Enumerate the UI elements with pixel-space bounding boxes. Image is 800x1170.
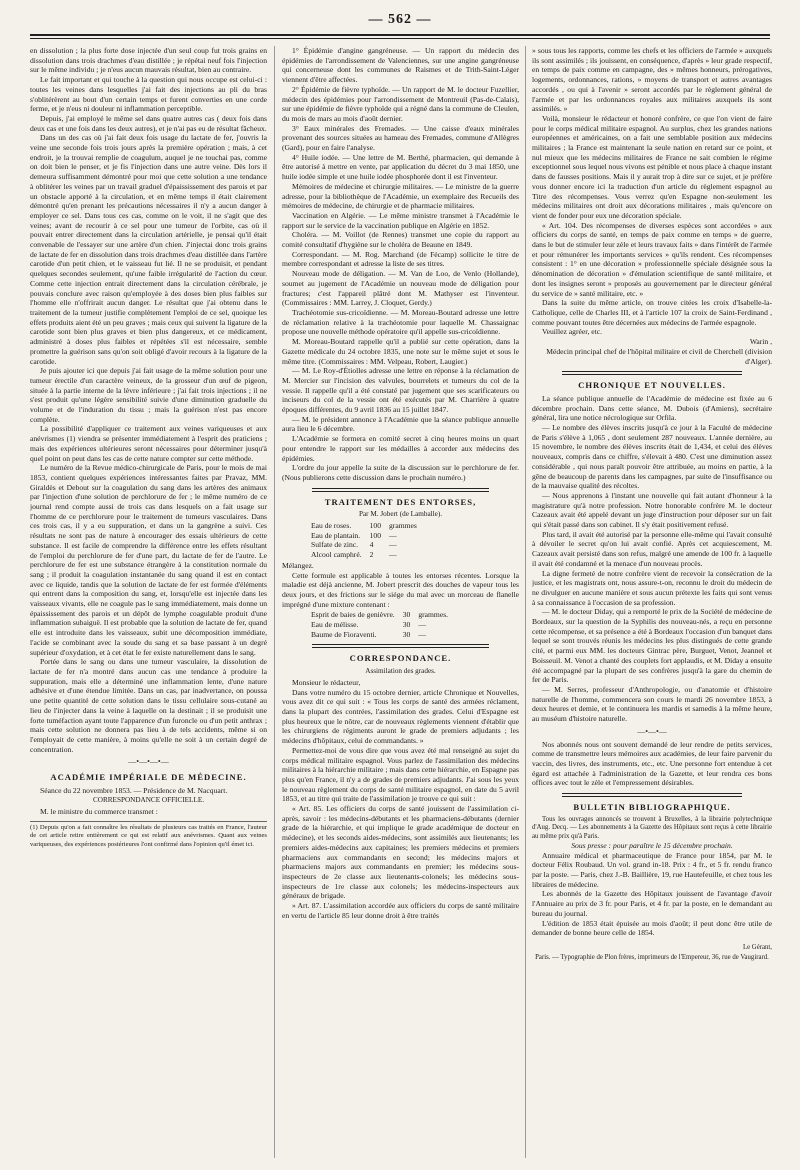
- minister-line: M. le ministre du commerce transmet :: [40, 807, 158, 817]
- paragraph: — Le nombre des élèves inscrits jusqu'à ce jour à la Faculté de médecine de Paris s'élève à 1,065 , dont seulement 287 nouveaux. L'année dernière, au 15 novembre, le nombre des élèves inscrits était de 1,434, et celui des élèves nouveaux, compris dans ce chiffre, s'élevait à 480. C'est une diminution assez considérable , qui nous paraît pouvoir être attribuée, au moins en partie, à la gêne de beaucoup de parents dans les campagnes, par suite de l'insuffisance ou de la mauvaise qualité des récoltes.: [532, 423, 772, 491]
- paragraph: » Art. 87. L'assimilation accordée aux officiers du corps de santé militaire en vertu de l'article 85 leur donne droit à être traités: [282, 901, 519, 920]
- paragraph: Permettez-moi de vous dire que vous avez été mal renseigné au sujet du corps médical militaire espagnol. Vous parlez de l'assimilation des médecins militaires à la hiérarchie militaire ; mais dans cette hiérarchie, en Espagne pas plus qu'en France, il n'y a de grades de premiers adjudants. J'ai sous les yeux le nouveau règlement du corps de santé militaire espagnol, en date du 5 avril 1853, et au titre qui traite de l'assimilation je trouve ce qui suit :: [282, 745, 519, 804]
- paragraph: Le numéro de la Revue médico-chirurgicale de Paris, pour le mois de mai 1853, contient quelques expériences intéressantes faites par Pravaz, MM. Giraldès et Debout sur la coagulation du sang dans les artères des animaux par l'injection d'une solution de perchlorure de fer ; le même numéro de ce journal rend compte aussi de trois cas dans lesquels on a fait usage sur l'homme de ce perchlorure pour le traitement de tumeurs vasculaires. Dans ces trois cas, il y a eu suppuration, et dans un la gangrène a suivi. Ces résultats ne sont pas de nature à encourager des essais ultérieurs de cette substance. Il est facile de comprendre la différence entre les effets résultant de l'emploi du perchlorure de fer d'une part, du lactate de fer de l'autre. Le perchlorure de fer est une substance étrangère à la constitution normale du sang ; il produit la coagulation instantanée du sang quand il est en contact avec ce liquide, tandis que la solution de lactate de fer est formée d'éléments qui entrent dans la composition du sang, et, lorsqu'elle est injectée dans les vaisseaux vivants, elle ne coagule pas le sang immédiatement, mais donne un épaississement des parois et un dépôt de lymphe coagulable produit d'une inflammation subaiguë. Il est probable que la solution de lactate de fer, quand elle est introduite dans les vaisseaux, subit une décomposition immédiate, l'acide se combinant avec la soude du sang et sa base passant à un degré supérieur d'oxydation, et à cet état le fer existe naturellement dans le sang.: [30, 463, 267, 657]
- paragraph: Choléra. — M. Voillot (de Rennes) transmet une copie du rapport au comité consultatif d'hygiène sur le choléra de Beaune en 1849.: [282, 230, 519, 250]
- recipe-qty: 2: [369, 550, 374, 560]
- signature-title: Médecin principal chef de l'hôpital militaire et civil de Cherchell (division d'Alger).: [546, 346, 772, 366]
- paragraph: 2° Épidémie de fièvre typhoïde. — Un rapport de M. le docteur Fuzellier, médecin des épidémies pour l'arrondissement de Montreuil (Pas-de-Calais), sur une épidémie de fièvre typhoïde qui a régné dans la commune de Cleulen, du mois de mars au mois d'août dernier.: [282, 84, 519, 123]
- paragraph: Dans la suite du même article, on trouve citées les croix d'Isabelle-la-Catholique, celle de Charles III, et à l'article 107 la croix de Saint-Ferdinand , comme pouvant toutes être décernées aux médecins de l'armée espagnole.: [532, 298, 772, 327]
- paragraph: L'Académie se formera en comité secret à cinq heures moins un quart pour entendre le rapport sur les médailles à accorder aux médecins des épidémies.: [282, 434, 519, 463]
- melangez: Mélangez.: [282, 560, 314, 570]
- paragraph: Cette formule est applicable à toutes les entorses récentes. Lorsque la maladie est déjà ancienne, M. Jobert prescrit des douches de vapeur tous les deux jours, et des frictions sur le siége du mal avec un morceau de flanelle imprégné d'une mixture contenant :: [282, 570, 519, 609]
- regards: Veuillez agréer, etc.: [542, 327, 602, 337]
- ornament: —•—•—•—: [128, 757, 169, 767]
- paragraph: Mémoires de médecine et chirurgie militaires. — Le ministre de la guerre adresse, pour la bibliothèque de l'Académie, un exemplaire des Recueils des mémoires de médecine, de chirurgie et de pharmacie militaires.: [282, 181, 519, 211]
- section-rule: [312, 644, 489, 648]
- paragraph: — M. Serres, professeur d'Anthropologie, ou d'anatomie et d'histoire naturelle de l'homme, commencera son cours le mardi 26 novembre 1853, à deux heures et demie, et le continuera les mardis et samedis à la même heure, au muséum d'histoire naturelle.: [532, 685, 772, 724]
- column-1: [30, 46, 267, 1160]
- paragraph: « Art. 85. Les officiers du corps de santé jouissent de l'assimilation ci-après, savoir : les médecins-débutants et les pharmaciens-débutants (dernier grade de la hiérarchie, et qui implique le grade académique de docteur en médecine), et les seconds aides-médecins, sont assimilés aux lieutenants; les premiers aides-médecins aux capitaines; les premiers médecins et premiers pharmaciens aux commandants en second; les médecins majors et pharmaciens majors aux commandants en premier; les médecins sous-inspecteurs de 2e classe aux lieutenants-colonels; les médecins sous-inspecteurs de 1re classe aux colonels; les médecins-inspecteurs aux généraux de brigade.: [282, 804, 519, 901]
- recipe-unit: grammes.: [418, 610, 449, 620]
- imprint: Paris. — Typographie de Plon frères, imprimeurs de l'Empereur, 36, rue de Vaugirard.: [535, 953, 769, 961]
- recipe-unit: —: [389, 530, 397, 540]
- paragraph: 3° Eaux minérales des Fremades. — Une caisse d'eaux minérales provenant des sources situées au hameau des Fremades, commune d'Allègres (Gard), pour en faire l'analyse.: [282, 123, 519, 153]
- paragraph: — M. le docteur Diday, qui a remporté le prix de la Société de médecine de Bordeaux, sur la question de la Syphilis des nouveau-nés, a reçu en personne cette récompense, et sa présence a été à Bordeaux l'occasion d'un banquet dans lequel se sont trouvés réunis les médecins les plus distingués de cette grande cité, et parmi eux MM. les docteurs Gintrac père, Burguet, Venot, Jeannel et Boisseuil. M. Venot a chanté des couplets fort applaudis, et M. Diday a ensuite été accompagné par la plupart de ses confrères jusqu'à la gare du chemin de fer de Paris.: [532, 607, 772, 685]
- recipe-unit: grammes: [389, 521, 417, 531]
- recipe-qty: 30: [402, 620, 411, 630]
- recipe-row: [307, 630, 452, 640]
- paragraph: « Art. 104. Des récompenses de diverses espèces sont accordées » aux officiers du corps de santé, en temps de paix comme en temps » de guerre, dans le but de stimuler leur zèle et leurs travaux faits » dans l'intérêt de l'armée et pour rémunérer les importants services » qu'ils rendent. Ces récompenses consistent : 1° en une décoration » professionnelle spéciale désignée sous la dénomination de décoration » d'émulation scientifique de santé militaire, et dont les insignes seront » proposés au gouvernement par le directeur général du service de » santé militaire, etc. »: [532, 220, 772, 298]
- paragraph: Les abonnés de la Gazette des Hôpitaux jouissent de l'avantage d'avoir l'Annuaire au prix de 3 fr. pour Paris, et 4 fr. par la poste, en le demandant au bureau du journal.: [532, 889, 772, 918]
- paragraph: Nos abonnés nous ont souvent demandé de leur rendre de petits services, comme de transmettre leurs mémoires aux académies, de leur faire parvenir du vaccin, des livres, des instruments, etc., etc. Une personne fort entendue à cet égard est attachée à l'administration de la Gazette, et leur rendra ces bons offices avec tout le zèle et l'empressement désirables.: [532, 739, 772, 788]
- paragraph: 1° Épidémie d'angine gangréneuse. — Un rapport du médecin des épidémies de l'arrondissement de Valenciennes, sur une angine gangréneuse qui concerneuse dont les communes de Raismes et de Trith-Saint-Léger viennent d'être affectées.: [282, 46, 519, 85]
- paragraph: en dissolution ; la plus forte dose injectée d'un seul coup fut trois grains en dissolution dans trois drachmes d'eau distillée ; je répétai neuf fois l'injection sur le même individu ; je n'eus aucun mauvais résultat, bien au contraire.: [30, 46, 267, 75]
- recipe-qty: 30: [402, 610, 411, 620]
- paragraph: Depuis, j'ai employé le même sel dans quatre autres cas ( deux fois dans deux cas et une fois dans les deux autres), et je n'ai pas eu de résultat fâcheux.: [30, 113, 267, 133]
- paragraph: L'édition de 1853 était épuisée au mois d'août; il peut donc être utile de demander de bonne heure celle de 1854.: [532, 918, 772, 938]
- column-divider: [525, 46, 526, 1158]
- paragraph: Dans votre numéro du 15 octobre dernier, article Chronique et Nouvelles, vous avez dit ce qui suit : « Tous les corps de santé des armées réclament, dans la plupart des contrées, l'assimilation des grades. Celui d'Espagne est plus heureux que le nôtre, car de nouveaux règlements viennent d'établir que les chirurgiens de régiments auront le grade de premiers adjudants ; les médecins d'hôpitaux, celui de commandants. »: [282, 687, 519, 746]
- recipe-item: Esprit de baies de genièvre.: [311, 610, 395, 620]
- paragraph: Annuaire médical et pharmaceutique de France pour 1854, par M. le docteur Félix Roubaud. Un vol. grand in-18. Prix : 4 fr., et 5 fr. rendu franco par la poste. — Paris, chez J.-B. Baillière, 19, rue Hautefeuille, et chez tous les libraires de médecine.: [532, 850, 772, 889]
- recipe-row: [307, 540, 421, 550]
- recipe-item: Baume de Fioraventi.: [311, 629, 377, 639]
- paragraph: La possibilité d'appliquer ce traitement aux veines variqueuses et aux anévrismes (1) viendra se présenter immédiatement à l'esprit des praticiens ; mais des expériences ultérieures seront nécessaires pour déterminer jusqu'à quel point on peut dans les cas de cette nature compter sur cette méthode.: [30, 424, 267, 463]
- salutation: Monsieur le rédacteur,: [292, 677, 361, 687]
- academy-title: ACADÉMIE IMPÉRIALE DE MÉDECINE.: [50, 772, 247, 783]
- paragraph: — M. Le Roy-d'Étiolles adresse une lettre en réponse à la réclamation de M. Mercier sur l'incision des valvules, bourrelets et tumeurs du col de la vessie. Il rappelle qu'il a été constaté par jugement que ses scarificateurs ou inciseurs du col de la vessie ont été exécutés par M. Charrière à quatre époques différentes, du 9 avril 1836 au 15 juillet 1847.: [282, 366, 519, 415]
- paragraph: L'ordre du jour appelle la suite de la discussion sur le perchlorure de fer. (Nous publierons cette discussion dans le prochain numéro.): [282, 463, 519, 482]
- section-rule: [562, 793, 742, 797]
- recipe-table: [307, 610, 452, 639]
- ornament: —•—•—: [637, 726, 667, 736]
- recipe-item: Sulfate de zinc.: [311, 540, 359, 550]
- entorses-author: Par M. Jobert (de Lamballe).: [358, 510, 443, 519]
- bulletin-note: Tous les ouvrages annoncés se trouvent à Bruxelles, à la librairie polytechnique d'Aug. Decq. — Les abonnements à la Gazette des Hôpitaux sont reçus à cette librairie au même prix qu'à Paris.: [532, 815, 772, 840]
- recipe-item: Eau de mélisse.: [311, 620, 359, 630]
- chronique-title: CHRONIQUE ET NOUVELLES.: [578, 380, 726, 391]
- paragraph: Le fait important et qui touche à la question qui nous occupe est celui-ci : toutes les veines dans lesquelles j'ai fait des injections au pli du bras s'oblitérèrent au bout d'un certain temps et furent converties en une corde ferme, et je n'eus ni douleur ni inflammation perceptible.: [30, 75, 267, 114]
- correspondance-officielle: CORRESPONDANCE OFFICIELLE.: [92, 796, 205, 805]
- recipe-item: Alcool camphré.: [311, 550, 362, 560]
- recipe-qty: 4: [369, 540, 374, 550]
- page-number: — 562 —: [368, 12, 432, 27]
- recipe-row: [307, 610, 452, 620]
- recipe-qty: 100: [369, 521, 381, 531]
- section-rule: [312, 488, 489, 492]
- recipe-unit: —: [418, 620, 426, 630]
- recipe-qty: 30: [402, 629, 411, 639]
- paragraph: M. Moreau-Boutard rappelle qu'il a publié sur cette opération, dans la Gazette médicale du 24 octobre 1835, une note sur le même sujet et sous le même titre. (Commissaires : MM. Velpeau, Robert, Laugier.): [282, 337, 519, 366]
- recipe-row: [307, 620, 452, 630]
- recipe-unit: —: [389, 550, 397, 560]
- paragraph: Correspondant. — M. Rog. Marchand (de Fécamp) sollicite le titre de membre correspondant et adresse la liste de ses titres.: [282, 249, 519, 269]
- footnote: (1) Depuis qu'on a fait connaître les résultats de plusieurs cas traités en France, l'auteur de cet article retire entièrement ce qui est relatif aux anévrismes. Quant aux veines variqueuses, des expériences postérieures l'ont confirmé dans l'opinion qu'il émet ici.: [30, 821, 267, 849]
- correspondance-subtitle: Assimilation des grades.: [365, 667, 436, 676]
- recipe-row: [307, 521, 421, 531]
- recipe-unit: —: [389, 540, 397, 550]
- paragraph: » sous tous les rapports, comme les chefs et les officiers de l'armée » auxquels ils sont assimilés ; ils jouissent, en conséquence, d'après » leur grade respectif, en temps de paix comme en campagne, des » mêmes honneurs, prérogatives, logements, ordonnances, rations, » moyens de transport et autres avantages accordés , ou qui à l'avenir » seront accordés par le règlement général de l'armée et par les ordonnances royales aux militaires auxquels ils sont assimilés. »: [532, 46, 772, 114]
- recipe-item: Eau de plantain.: [311, 530, 361, 540]
- recipe-row: [307, 550, 421, 560]
- column-3: [532, 46, 772, 1160]
- column-2: [282, 46, 519, 1160]
- paragraph: La séance publique annuelle de l'Académie de médecine est fixée au 6 décembre prochain. Dans cette séance, M. Dubois (d'Amiens), secrétaire général, lira une notice nécrologique sur Orfila.: [532, 393, 772, 423]
- bulletin-title: BULLETIN BIBLIOGRAPHIQUE.: [573, 802, 731, 813]
- header-rule-thin: [30, 38, 770, 39]
- entorses-title: TRAITEMENT DES ENTORSES,: [324, 496, 477, 507]
- section-rule: [562, 371, 742, 375]
- paragraph: Vaccination en Algérie. — Le même ministre transmet à l'Académie le rapport sur le service de la vaccination publique en Algérie en 1852.: [282, 210, 519, 230]
- recipe-qty: 100: [369, 530, 381, 540]
- recipe-unit: —: [418, 629, 426, 639]
- paragraph: Plus tard, il avait été autorisé par la personne elle-même qui l'avait consulté à dévoiler le secret qu'on lui avait confié. Après cet acquiescement, M. Cazeaux avait persisté dans son refus, malgré une amende de 100 fr. à laquelle il avait été condamné et la menace d'un nouveau procès.: [532, 529, 772, 568]
- column-divider: [274, 46, 275, 1158]
- recipe-table: [307, 521, 421, 560]
- gerant: Le Gérant,: [742, 943, 772, 951]
- signature-name: Warin ,: [749, 337, 772, 347]
- paragraph: Voilà, monsieur le rédacteur et honoré confrère, ce que l'on vient de faire pour le corps médical militaire espagnol. Au surplus, chez les grandes nations européennes et américaines, on a fait une semblable position aux médecins militaires ; la France est maintenant la seule nation en retard sur ce point, et nul mieux que les médecins militaires de France ne sait combien le régime exceptionnel sous lequel nous vivons est pénible et nous place à chaque instant dans de fausses positions. Mais il y aurait trop à dire sur ce sujet, et je préfère vous donner encore ici la traduction d'un article du règlement espagnol au Titre des récompenses. Vous verrez qu'en Espagne non-seulement les médecins militaires ont droit aux décorations militaires , mais qu'encore on vient de fonder pour eux une décoration spéciale.: [532, 113, 772, 220]
- paragraph: Trachéotomie sus-cricoïdienne. — M. Moreau-Boutard adresse une lettre de réclamation relative à la trachéotomie pour laquelle M. Chassaignac propose une nouvelle méthode opératoire qu'il appelle sus-cricoïdienne.: [282, 307, 519, 337]
- recipe-row: [307, 531, 421, 541]
- paragraph: Portée dans le sang ou dans une tumeur vasculaire, la dissolution de lactate de fer n'a montré dans aucun cas une tendance à produire la suppuration, mais elle a déterminé une inflammation lente, d'une nature adhésive et d'une étendue limitée. Dans un cas, par inadvertance, on poussa une petite quantité de cette solution dans le tissu cellulaire sous-cutané au lieu de l'injecter dans la veine à laquelle on la destinait ; il se produisit une forte tuméfaction ayant toute l'apparence d'un furoncle ou d'un petit anthrax ; mais cette solution ne donnera pas lieu à de tels accidents, même si on l'employait de cette manière, à moins qu'elle ne soit à un certain degré de concentration.: [30, 657, 267, 754]
- paragraph: 4° Huile iodée. — Une lettre de M. Berthé, pharmacien, qui demande à être autorisé à mettre en vente, par application du décret du 3 mai 1850, une huile iodée simple et une huile iodée phosphorée dont il est l'inventeur.: [282, 152, 519, 182]
- paragraph: Dans un des cas où j'ai fait deux fois usage du lactate de fer, j'ouvris la veine une seconde fois trois jours après la première opération ; mais, à cet endroit, je la trouvai remplie de coagulum, auquel je ne touchai pas, comme on doit bien le penser, et je fis l'injection dans une autre veine. Dès lors il demeura suffisamment démontré pour moi que cette solution a une tendance à oblitérer les veines par un travail graduel d'épaississement des parois et par un obstacle apporté à la circulation, et en même temps il était clairement démontré qu'en prenant les précautions nécessaires il n'y a aucun danger à employer ce sel. Dans tous ces cas, comme on le voit, il ne s'agit que des veines; avant de recourir à ce sel pour une tumeur de l'orbite, cas où il pouvait entrer directement dans la circulation artérielle, je pensai qu'il était convenable de l'essayer sur une artère d'un chien. J'injectai donc trois grains de lactate de fer en dissolution dans trois drachmes d'eau distillée dans l'artère carotide d'un petit chien, et le vaisseau fut lié. Il ne se produisit, et pendant quelques secondes seulement, qu'une faible irrégularité de l'action du cœur. Comme cette injection entrait directement dans la circulation cérébrale, je pouvais conclure avec raison qu'employée à des doses bien plus faibles sur l'homme elle n'offrirait aucun danger. Le résultat que j'ai obtenu dans le traitement de la tumeur justifie complètement l'emploi de ce sel, quoique les effets produits aient été un peu graves ; mais ceux qui suivent la ligature de la carotide sont bien plus graves et bien plus dangereux, et ce médicament, administré à doses plus faibles et répétées s'il est nécessaire, semble promettre la guérison sans qu'on soit obligé d'avoir recours à la ligature de la carotide.: [30, 133, 267, 366]
- paragraph: — Nous apprenons à l'instant une nouvelle qui fait autant d'honneur à la magistrature qu'à notre profession. Notre honorable confrère M. le docteur Cazeaux avait été appelé devant un juge d'instruction pour déposer sur un fait qui s'était passé dans son cabinet. Il s'y était positivement refusé.: [532, 490, 772, 530]
- correspondance-title: CORRESPONDANCE.: [349, 653, 452, 664]
- paragraph: La digne fermeté de notre confrère vient de recevoir la consécration de la justice, et les magistrats ont, nous assure-t-on, reconnu le droit du médecin de ne divulguer en aucune manière et sous aucun prétexte les faits qui sont venus à sa connaissance à l'occasion de sa profession.: [532, 568, 772, 607]
- academy-session: Séance du 22 novembre 1853. — Présidence de M. Nacquart.: [40, 785, 228, 795]
- recipe-item: Eau de roses.: [311, 521, 352, 531]
- header-rule: [30, 34, 770, 36]
- paragraph: — M. le président annonce à l'Académie que la séance publique annuelle aura lieu le 6 décembre.: [282, 414, 519, 434]
- paragraph: Nouveau mode de déligation. — M. Van de Loo, de Venlo (Hollande), soumet au jugement de l'Académie un nouveau mode de déligation pour fractures; c'est l'appareil plâtré dont M. Mathyser est l'inventeur. (Commissaires : MM. Larrey, J. Cloquet, Gerdy.): [282, 269, 519, 308]
- bulletin-announcement: Sous presse : pour paraître le 15 décembre prochain.: [571, 840, 733, 850]
- page-header: [30, 12, 770, 34]
- paragraph: Je puis ajouter ici que depuis j'ai fait usage de la même solution pour une tumeur érectile d'un caractère veineux, de la grosseur d'un œuf de pigeon, située à la partie interne de la lèvre inférieure ; j'ai fait trois injections ; il ne s'est produit qu'une légère sensibilité suivie d'une diminution graduelle du volume et de l'induration du tissu ; mais la guérison n'est pas encore complète.: [30, 366, 267, 424]
